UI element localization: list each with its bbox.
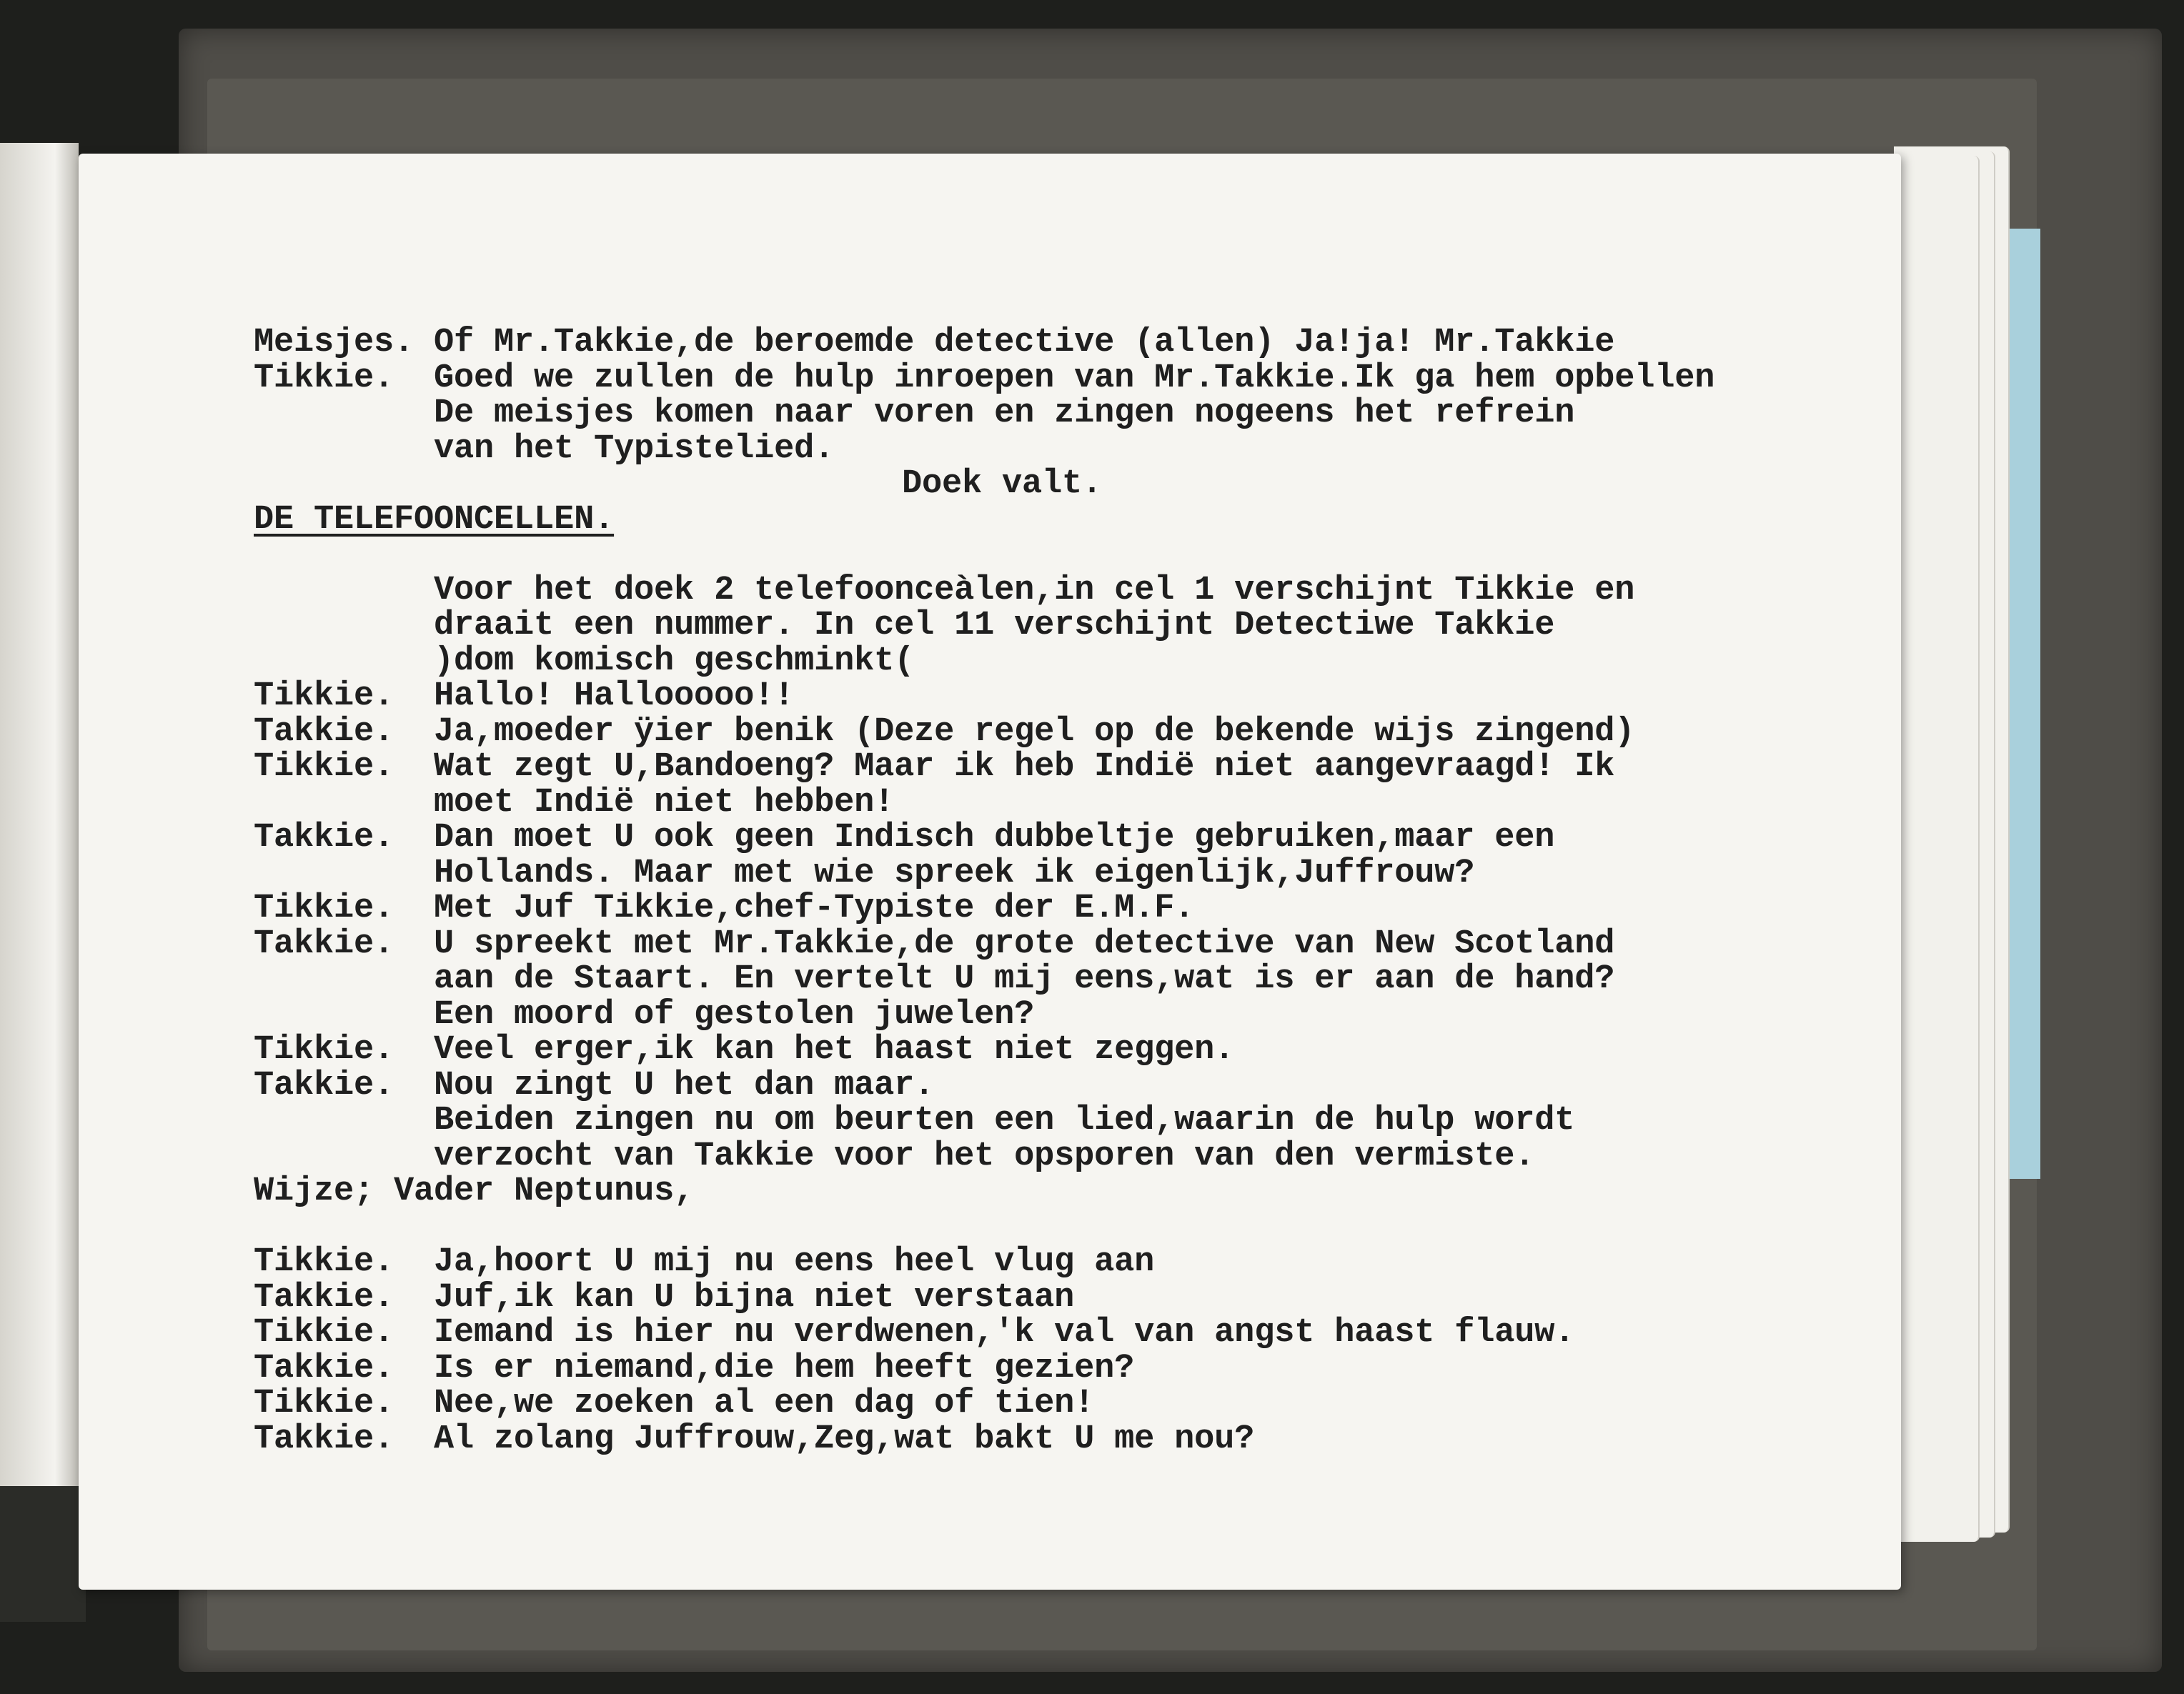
stage-direction-line — [254, 607, 1555, 644]
dialogue-line — [254, 1102, 1575, 1140]
dialogue-line — [254, 890, 1195, 927]
dialogue-text: U spreekt met Mr.Takkie,de grote detective van New Scotland — [434, 925, 1615, 963]
typed-page — [79, 154, 1901, 1590]
song-text: Iemand is hier nu verdwenen,'k val van angst haast flauw. — [434, 1314, 1575, 1352]
dialogue-line — [254, 925, 1615, 963]
dialogue-text: Beiden zingen nu om beurten een lied,waarin de hulp wordt — [434, 1102, 1575, 1140]
speaker: Takkie. — [254, 1066, 394, 1105]
curtain-line — [254, 465, 1103, 503]
speaker: Tikkie. — [254, 359, 394, 397]
left-page-shadow — [0, 1486, 86, 1622]
song-text: Juf,ik kan U bijna niet verstaan — [434, 1278, 1075, 1317]
dialogue-line — [254, 324, 1615, 362]
stage-direction-line — [254, 642, 915, 680]
song-line — [254, 1278, 1075, 1317]
dialogue-line — [254, 748, 1615, 786]
dialogue-text: verzocht van Takkie voor het opsporen van den vermiste. — [434, 1137, 1535, 1175]
dialogue-line — [254, 712, 1635, 751]
stage-direction: Voor het doek 2 telefoonceàlen,in cel 1 verschijnt Tikkie en — [434, 571, 1635, 609]
dialogue-text: Hollands. Maar met wie spreek ik eigenlijk,Juffrouw? — [434, 854, 1475, 892]
dialogue-text: Een moord of gestolen juwelen? — [434, 995, 1035, 1034]
stage-direction-line — [254, 571, 1635, 609]
dialogue-line — [254, 1066, 935, 1105]
song-text: Ja,hoort U mij nu eens heel vlug aan — [434, 1243, 1155, 1281]
speaker: Tikkie. — [254, 890, 394, 927]
song-line — [254, 1314, 1575, 1352]
song-line — [254, 1420, 1255, 1458]
dialogue-line — [254, 854, 1475, 892]
song-text: Al zolang Juffrouw,Zeg,wat bakt U me nou? — [434, 1420, 1255, 1458]
dialogue-line — [254, 394, 1575, 432]
dialogue-line — [254, 960, 1615, 998]
dialogue-line — [254, 1031, 1235, 1069]
speaker: Takkie. — [254, 1420, 394, 1458]
speaker: Meisjes. — [254, 324, 415, 362]
page-stack-edge — [1894, 156, 1980, 1542]
speaker: Takkie. — [254, 1278, 394, 1317]
scene-heading: DE TELEFOONCELLEN. — [254, 500, 615, 539]
dialogue-line — [254, 677, 795, 715]
dialogue-line — [254, 995, 1035, 1034]
speaker: Tikkie. — [254, 748, 394, 786]
speaker: Tikkie. — [254, 1385, 394, 1423]
speaker: Takkie. — [254, 1349, 394, 1387]
speaker: Tikkie. — [254, 1314, 394, 1352]
dialogue-text: van het Typistelied. — [434, 429, 835, 468]
dialogue-line — [254, 1137, 1535, 1175]
dialogue-text: Met Juf Tikkie,chef-Typiste der E.M.F. — [434, 890, 1195, 927]
dialogue-text: Dan moet U ook geen Indisch dubbeltje gebruiken,maar een — [434, 819, 1555, 857]
left-page — [0, 143, 79, 1486]
dialogue-line — [254, 783, 895, 822]
dialogue-text: aan de Staart. En vertelt U mij eens,wat is er aan de hand? — [434, 960, 1615, 998]
speaker: Takkie. — [254, 819, 394, 857]
dialogue-line — [254, 819, 1555, 857]
song-tune: Wijze; Vader Neptunus, — [254, 1172, 695, 1210]
heading-line — [254, 500, 615, 539]
dialogue-text: Ja,moeder ÿier benik (Deze regel op de bekende wijs zingend) — [434, 712, 1635, 751]
curtain-text: Doek valt. — [902, 465, 1103, 503]
dialogue-line — [254, 359, 1715, 397]
dialogue-text: Nou zingt U het dan maar. — [434, 1066, 935, 1105]
song-line — [254, 1385, 1095, 1423]
dialogue-text: De meisjes komen naar voren en zingen nogeens het refrein — [434, 394, 1575, 432]
speaker: Takkie. — [254, 925, 394, 963]
song-line — [254, 1349, 1135, 1387]
dialogue-text: Veel erger,ik kan het haast niet zeggen. — [434, 1031, 1235, 1069]
stage-direction: draait een nummer. In cel 11 verschijnt Detectiwe Takkie — [434, 607, 1555, 644]
dialogue-text: Wat zegt U,Bandoeng? Maar ik heb Indië niet aangevraagd! Ik — [434, 748, 1615, 786]
speaker: Tikkie. — [254, 1243, 394, 1281]
dialogue-line — [254, 429, 835, 468]
stage-direction: )dom komisch geschminkt( — [434, 642, 915, 680]
dialogue-text: Of Mr.Takkie,de beroemde detective (allen) Ja!ja! Mr.Takkie — [434, 324, 1615, 362]
speaker: Takkie. — [254, 712, 394, 751]
song-line — [254, 1243, 1155, 1281]
song-text: Is er niemand,die hem heeft gezien? — [434, 1349, 1135, 1387]
speaker: Tikkie. — [254, 677, 394, 715]
speaker: Tikkie. — [254, 1031, 394, 1069]
dialogue-text: Goed we zullen de hulp inroepen van Mr.Takkie.Ik ga hem opbellen — [434, 359, 1715, 397]
dialogue-text: Hallo! Hallooooo!! — [434, 677, 795, 715]
dialogue-text: moet Indië niet hebben! — [434, 783, 895, 822]
typescript-text — [254, 324, 1715, 1458]
song-tune-line — [254, 1172, 695, 1210]
song-text: Nee,we zoeken al een dag of tien! — [434, 1385, 1095, 1423]
